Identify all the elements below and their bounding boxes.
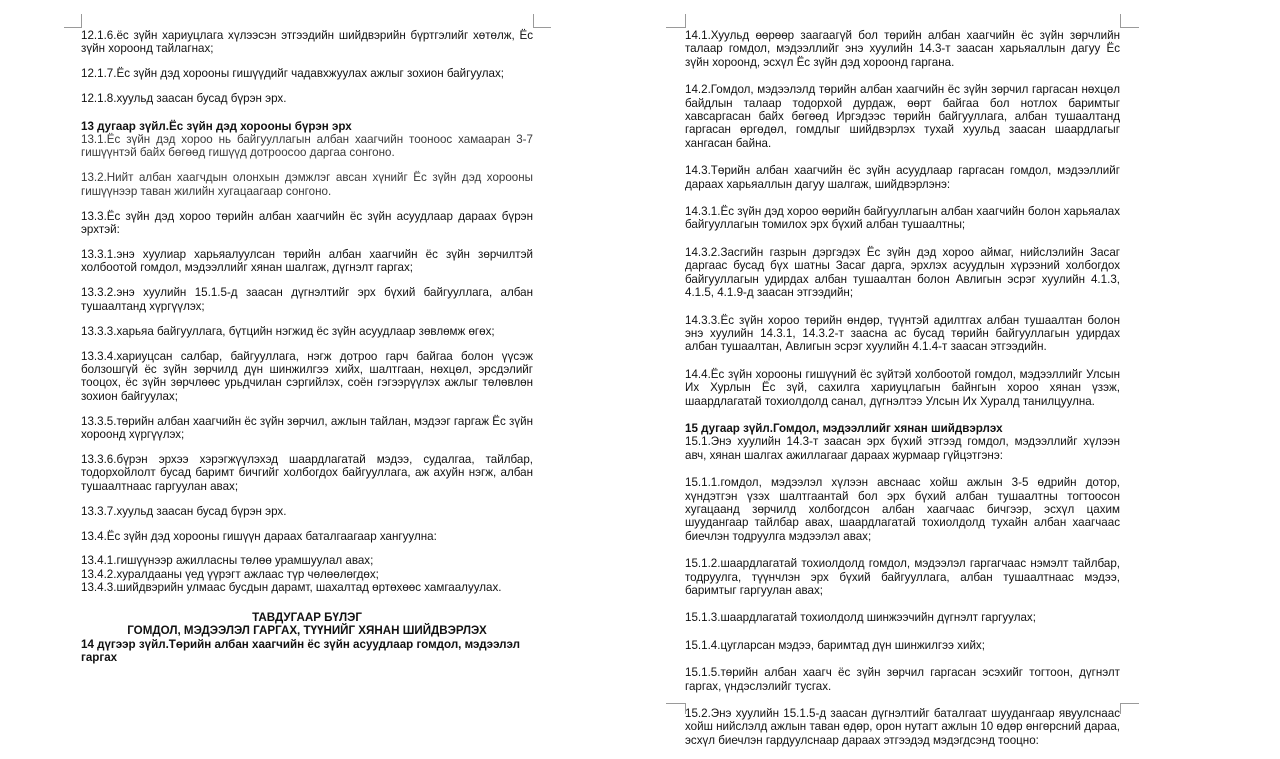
article-heading: 15 дугаар зүйл.Гомдол, мэдээллийг хянан шийдвэрлэх <box>685 421 1003 435</box>
paragraph: 13.3.6.бүрэн эрхээ хэрэгжүүлэхэд шаардлагатай мэдээ, судалгаа, тайлбар, тодорхойлолт бусад баримт бичгийг холбогдох байгууллага, аж ахуйн нэгж, албан тушаалтнаас гаргуулан авах; <box>81 452 533 493</box>
paragraph: 13.3.Ёс зүйн дэд хороо төрийн албан хаагчийн ёс зүйн асуудлаар дараах бүрэн эрхтэй: <box>81 209 533 237</box>
paragraph: 15.1.5.төрийн албан хаагч ёс зүйн зөрчил гаргасан эсэхийг тогтоон, дүгнэлт гаргах, үндэслэлийг тусгах. <box>685 666 1120 693</box>
paragraph: 14.3.Төрийн албан хаагчийн ёс зүйн асуудлаар гаргасан гомдол, мэдээллийг дараах харьяаллын дагуу шалгаж, шийдвэрлэнэ: <box>685 164 1120 191</box>
document-page-right <box>640 0 1280 747</box>
paragraph: 14.4.Ёс зүйн хорооны гишүүний ёс зүйтэй холбоотой гомдол, мэдээллийг Улсын Их Хурлын Ёс зүй, сахилга хариуцлагын байнгын хороо хянан үзэж, шаардлагатай тохиолдолд санал, дүгнэлтээ Улсын Их Хуралд танилцуулна. <box>685 367 1120 408</box>
paragraph: 13.3.7.хуульд заасан бусад бүрэн эрх. <box>81 504 287 518</box>
chapter-number: ТАВДУГААР БҮЛЭГ <box>252 610 362 624</box>
paragraph: 12.1.6.ёс зүйн хариуцлага хүлээсэн этгээдийн шийдвэрийн бүртгэлийг хөтөлж, Ёс зүйн хороонд тайлагнах; <box>81 29 533 56</box>
list-item: 13.4.2.хуралдааны үед үүрэгт ажлаас түр чөлөөлөгдөх; <box>81 567 379 581</box>
paragraph: 13.2.Нийт албан хаагчдын олонхын дэмжлэг авсан хүнийг Ёс зүйн дэд хорооны гишүүнээр таван жилийн хугацаагаар сонгоно. <box>81 171 533 198</box>
paragraph: 13.1.Ёс зүйн дэд хороо нь байгууллагын албан хаагчийн тооноос хамааран 3-7 гишүүнтэй байх бөгөөд гишүүд дотроосоо даргаа сонгоно. <box>81 133 533 160</box>
paragraph: 14.3.1.Ёс зүйн дэд хороо өөрийн байгууллагын албан хаагчийн болон харьяалах байгууллагын томилох эрх бүхий албан тушаалтны; <box>685 205 1120 232</box>
paragraph: 14.3.2.Засгийн газрын дэргэдэх Ёс зүйн дэд хороо аймаг, нийслэлийн Засаг даргаас бусад бүх шатны Засаг дарга, эрхлэх асуудлын хүрээний холбогдох байгууллагын удирдах албан тушаалтан болон Авлигын эсрэг хуулийн 4.1.3, 4.1.5, 4.1.9-д заасан этгээдийн; <box>685 245 1120 300</box>
paragraph: 12.1.8.хуульд заасан бусад бүрэн эрх. <box>81 92 287 106</box>
list-item: 13.4.1.гишүүнээр ажилласны төлөө урамшуулал авах; <box>81 554 374 568</box>
article-heading: 14 дүгээр зүйл.Төрийн албан хаагчийн ёс зүйн асуудлаар гомдол, мэдээлэл гаргах <box>81 637 521 664</box>
crop-mark-top-right <box>533 14 551 28</box>
document-page-left <box>0 0 640 720</box>
article-heading: 13 дугаар зүйл.Ёс зүйн дэд хорооны бүрэн эрх <box>81 119 352 133</box>
crop-mark-top-right <box>1120 14 1139 28</box>
paragraph: 13.3.5.төрийн албан хаагчийн ёс зүйн зөрчил, ажлын тайлан, мэдээг гаргаж Ёс зүйн хороонд хүргүүлэх; <box>81 414 533 442</box>
paragraph: 15.1.Энэ хуулийн 14.3-т заасан эрх бүхий этгээд гомдол, мэдээллийг хүлээн авч, хянан шалгах ажиллагааг дараах журмаар гүйцэтгэнэ: <box>685 435 1120 462</box>
paragraph: 14.2.Гомдол, мэдээлэлд төрийн албан хаагчийн ёс зүйн зөрчил гаргасан нөхцөл байдлын талаар тодорхой дурдаж, өөрт байгаа бол нотлох баримтыг хавсаргасан байх бөгөөд Иргэдээс төрийн байгууллага, албан тушаалтанд гаргасан өргөдөл, гомдлыг шийдвэрлэх тухай хуульд заасан шаардлагыг хангасан байна. <box>685 83 1120 150</box>
list-item: 13.4.3.шийдвэрийн улмаас бусдын дарамт, шахалтад өртөхөөс хамгаалуулах. <box>81 581 502 595</box>
crop-mark-top-left <box>666 14 686 28</box>
crop-mark-top-left <box>64 14 82 28</box>
paragraph: 13.4.Ёс зүйн дэд хорооны гишүүн дараах баталгаагаар хангуулна: <box>81 529 437 543</box>
paragraph: 15.1.4.цугларсан мэдээ, баримтад дүн шинжилгээ хийх; <box>685 638 985 652</box>
paragraph: 14.1.Хуульд өөрөөр заагаагүй бол төрийн албан хаагчийн ёс зүйн зөрчлийн талаар гомдол, мэдээллийг энэ хуулийн 14.3-т заасан харьяаллын дагуу Ёс зүйн хороонд, эсхүл Ёс зүйн дэд хороонд гаргана. <box>685 29 1120 69</box>
paragraph: 13.3.3.харьяа байгууллага, бүтцийн нэгжид ёс зүйн асуудлаар зөвлөмж өгөх; <box>81 324 495 338</box>
paragraph: 12.1.7.Ёс зүйн дэд хорооны гишүүдийг чадавхжуулах ажлыг зохион байгуулах; <box>81 67 504 81</box>
paragraph: 15.1.2.шаардлагатай тохиолдолд гомдол, мэдээлэл гаргагчаас нэмэлт тайлбар, тодруулга, түүнчлэн эрх бүхий байгууллага, албан тушаалтнаас мэдээ, баримтыг гаргуулан авах; <box>685 557 1120 597</box>
paragraph: 14.3.3.Ёс зүйн хороо төрийн өндөр, түүнтэй адилтгах албан тушаалтан болон энэ хуулийн 14.3.1, 14.3.2-т заасна ас бусад төрийн байгууллагын удирдах албан тушаалтан, Авлигын эсрэг хуулийн 4.1.4-т заасан этгээдийн. <box>685 313 1120 354</box>
paragraph: 13.3.4.хариуцсан салбар, байгууллага, нэгж дотроо гарч байгаа болон үүсэж болзошгүй ёс зүйн зөрчилд дүн шинжилгээ хийх, шалтгаан, нөхцөл, эрсдэлийг тооцох, ёс зүйн зөрчлөөс урьдчилан сэргийлэх, соён гэгээрүүлэх ажлыг төлөвлөн зохион байгуулах; <box>81 349 533 403</box>
right-page-text <box>685 29 1120 759</box>
guarantee-list <box>81 554 533 594</box>
paragraph: 15.1.1.гомдол, мэдээлэл хүлээн авснаас хойш ажлын 3-5 өдрийн дотор, хүндэтгэн үзэх шалтгаантай бол эрх бүхий албан тушаалтны тогтоосон хугацаанд зөрчилд холбогдсон албан хаагчаас бичгээр, эсхүл цахим шуудангаар тайлбар авах, шаардлагатай тохиолдолд тухайн албан хаагчаас биечлэн тодруулга мэдээлэл авах; <box>685 476 1120 543</box>
paragraph: 15.2.Энэ хуулийн 15.1.5-д заасан дүгнэлтийг баталгаат шуудангаар явуулснаас хойш нийслэлд ажлын таван өдөр, орон нутагт ажлын 10 өдөр өнгөрсний дараа, эсхүл биечлэн гардуулснаар дараах этгээдэд мэдэгдсэнд тооцно: <box>685 707 1120 747</box>
paragraph: 13.3.2.энэ хуулийн 15.1.5-д заасан дүгнэлтийг эрх бүхий байгууллага, албан тушаалтанд хүргүүлэх; <box>81 286 533 313</box>
paragraph: 15.1.3.шаардлагатай тохиолдолд шинжээчийн дүгнэлт гаргуулах; <box>685 611 1036 625</box>
crop-mark-bottom-left <box>666 703 686 714</box>
left-page-text <box>81 29 533 664</box>
paragraph: 13.3.1.энэ хуулиар харьяалуулсан төрийн албан хаагчийн ёс зүйн зөрчилтэй холбоотой гомдол, мэдээллийг хянан шалгаж, дүгнэлт гаргах; <box>81 247 533 275</box>
chapter-title: ГОМДОЛ, МЭДЭЭЛЭЛ ГАРГАХ, ТҮҮНИЙГ ХЯНАН ШИЙДВЭРЛЭХ <box>127 624 487 638</box>
crop-mark-bottom-right <box>1120 703 1139 714</box>
